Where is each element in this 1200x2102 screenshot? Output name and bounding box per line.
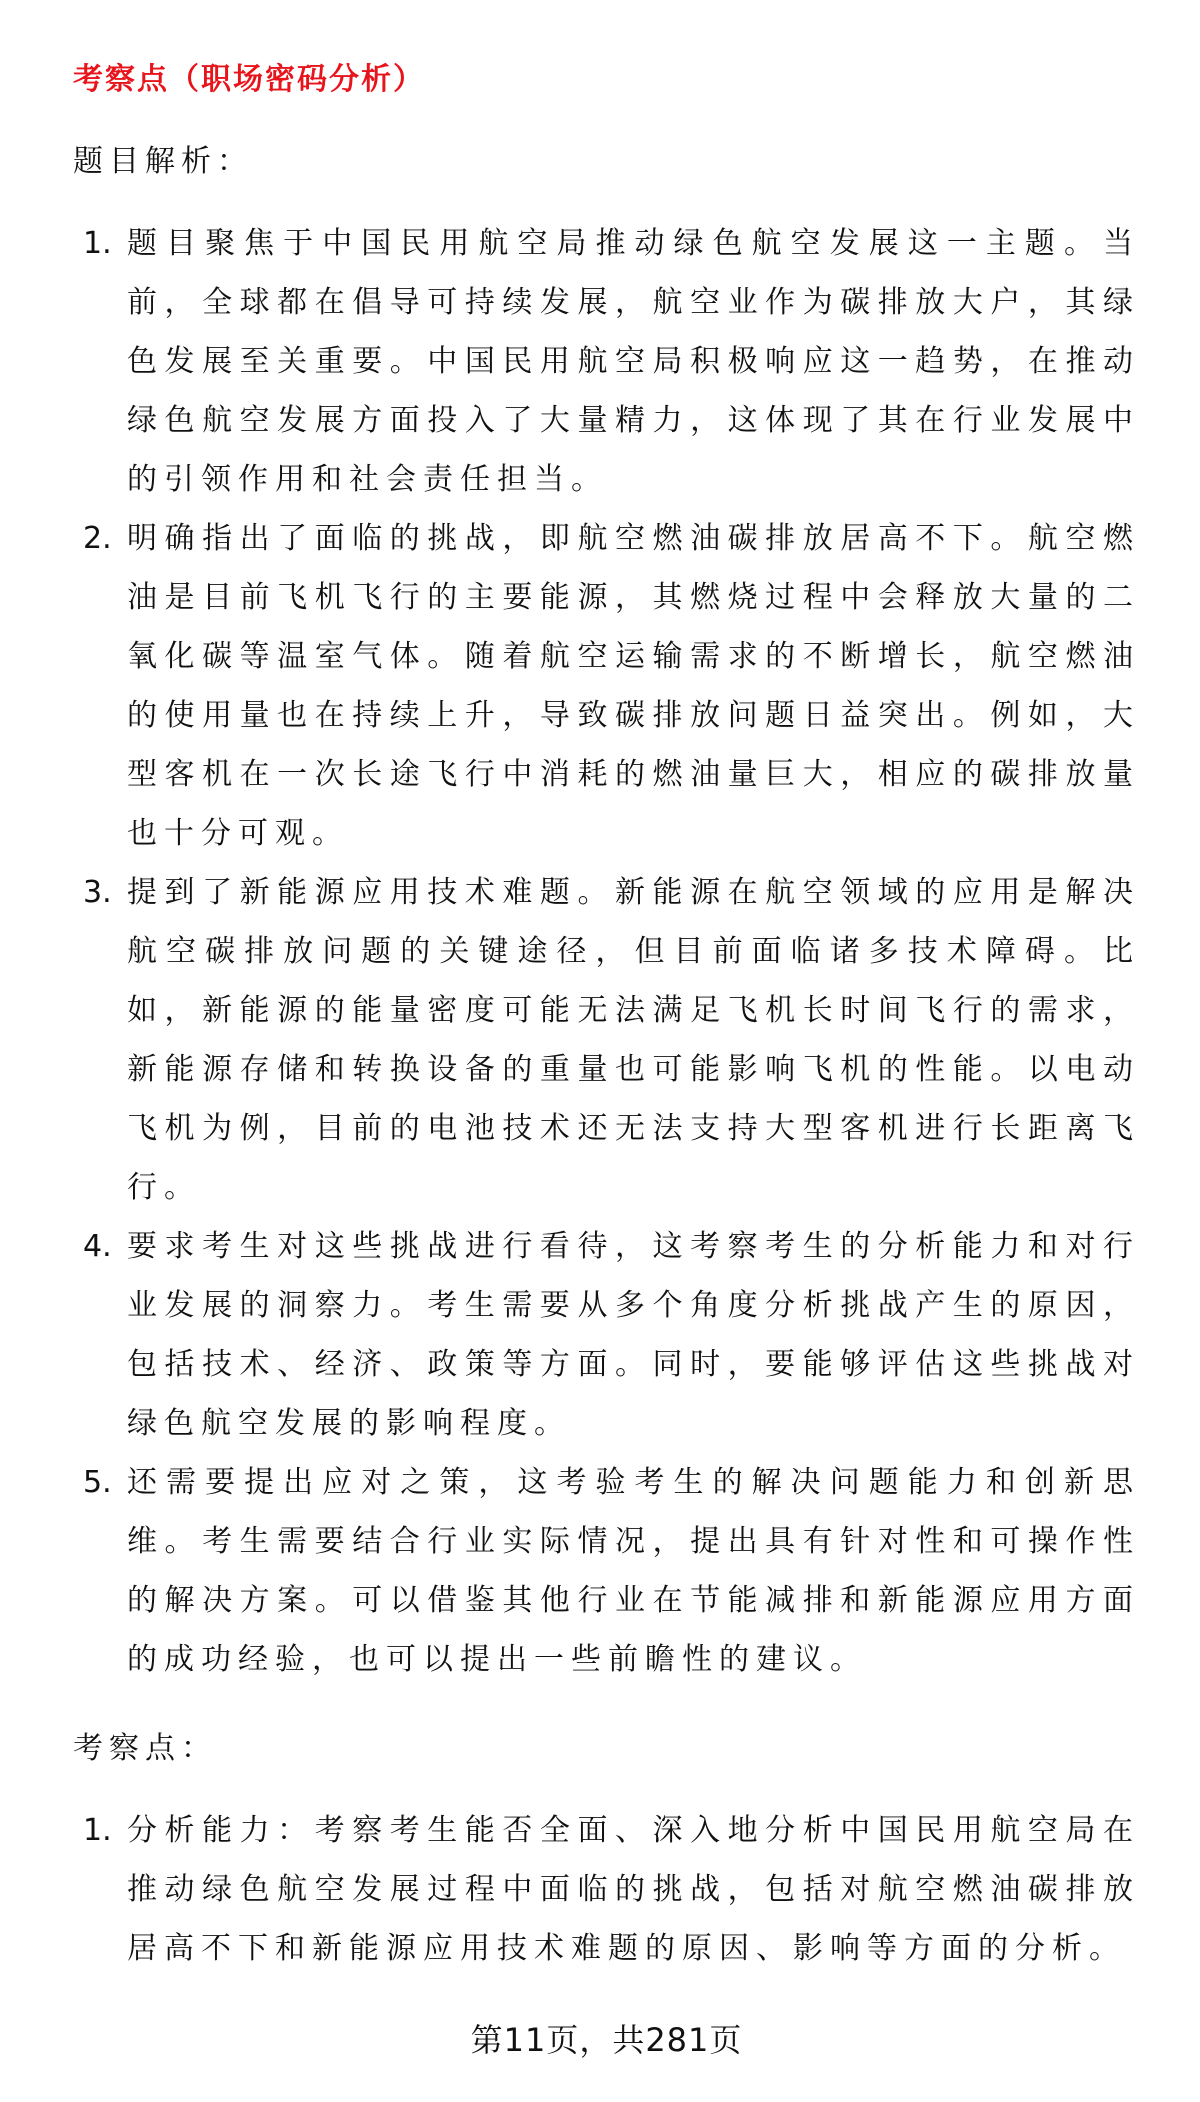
list-item (73, 214, 1140, 509)
item-number: 4. (83, 1229, 112, 1264)
item-text: 还需要提出应对之策，这考验考生的解决问题能力和创新思维。考生需要结合行业实际情况，提出具有针对性和可操作性的解决方案。可以借鉴其他行业在节能减排和新能源应用方面的成功经验，也可以提出一些前瞻性的建议。 (127, 1465, 1140, 1677)
list-item (73, 863, 1140, 1217)
page-number: 第11页，共281页 (470, 2021, 743, 2059)
list-item (73, 1217, 1140, 1453)
list-item (73, 1801, 1140, 1978)
points-list (73, 1801, 1140, 1978)
item-number: 3. (83, 875, 112, 910)
item-number: 5. (83, 1465, 112, 1500)
item-number: 1. (83, 1813, 112, 1848)
section-title: 考察点（职场密码分析） (73, 62, 425, 97)
item-text: 分析能力：考察考生能否全面、深入地分析中国民用航空局在推动绿色航空发展过程中面临的挑战，包括对航空燃油碳排放居高不下和新能源应用技术难题的原因、影响等方面的分析。 (127, 1813, 1140, 1966)
item-text: 明确指出了面临的挑战，即航空燃油碳排放居高不下。航空燃油是目前飞机飞行的主要能源，其燃烧过程中会释放大量的二氧化碳等温室气体。随着航空运输需求的不断增长，航空燃油的使用量也在持续上升，导致碳排放问题日益突出。例如，大型客机在一次长途飞行中消耗的燃油量巨大，相应的碳排放量也十分可观。 (127, 521, 1140, 851)
analysis-label: 题目解析： (73, 144, 253, 179)
list-item (73, 1453, 1140, 1689)
item-text: 提到了新能源应用技术难题。新能源在航空领域的应用是解决航空碳排放问题的关键途径，但目前面临诸多技术障碍。比如，新能源的能量密度可能无法满足飞机长时间飞行的需求，新能源存储和转换设备的重量也可能影响飞机的性能。以电动飞机为例，目前的电池技术还无法支持大型客机进行长距离飞行。 (127, 875, 1140, 1205)
item-text: 要求考生对这些挑战进行看待，这考察考生的分析能力和对行业发展的洞察力。考生需要从多个角度分析挑战产生的原因，包括技术、经济、政策等方面。同时，要能够评估这些挑战对绿色航空发展的影响程度。 (127, 1229, 1140, 1441)
analysis-list (73, 214, 1140, 1689)
item-number: 2. (83, 521, 112, 556)
item-number: 1. (83, 226, 112, 261)
points-label: 考察点： (73, 1731, 217, 1766)
list-item (73, 509, 1140, 863)
item-text: 题目聚焦于中国民用航空局推动绿色航空发展这一主题。当前，全球都在倡导可持续发展，航空业作为碳排放大户，其绿色发展至关重要。中国民用航空局积极响应这一趋势，在推动绿色航空发展方面投入了大量精力，这体现了其在行业发展中的引领作用和社会责任担当。 (127, 226, 1140, 497)
